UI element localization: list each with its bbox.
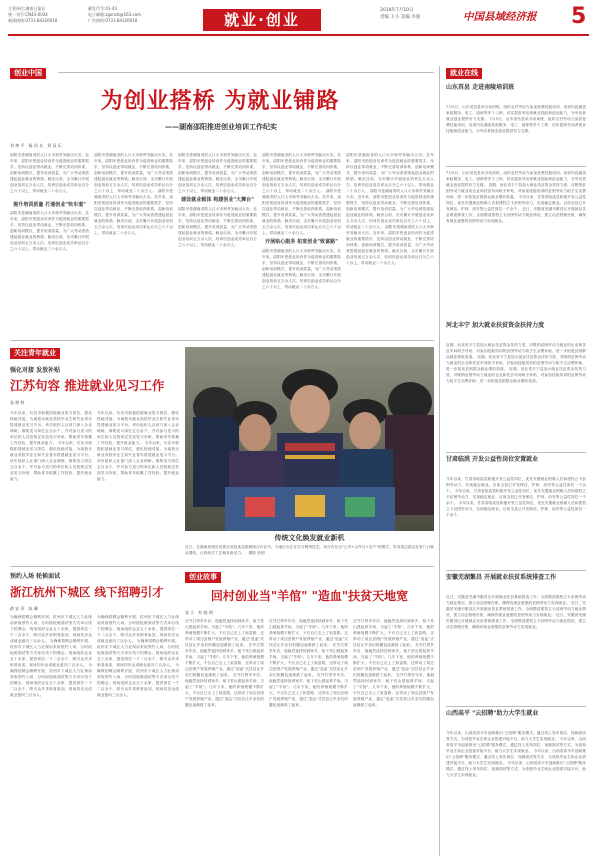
brief4-title: 安徽芜湖繁昌 开展就业扶贫系统排查工作 bbox=[446, 574, 557, 581]
jiangsu-body-col2: 今年以来，句容市积极拓展就业见习岗位，强化校地对接，为离校未就业高校毕业生和失业青年搭建就业见习平台。该市组织人社部门深入企业调研，募集见习岗位五百余个，并对参与见习的单位和人员按规定发放见习补贴，帮助青年积累工作经验，提升就业能力。 今年以来，句容市积极拓展就业见习岗位，强化校地对接，为离校未就业高校毕业生和失业青年搭建就业见习平台。该市组织人社部门深入企业调研，募集见习岗位五百余个，并对参与见习的单位和人员按规定发放见习补贴，帮助青年积累工作经验，提升就业能力。 bbox=[97, 411, 179, 481]
masthead-line1: 主管单位:湖南日报社 bbox=[8, 6, 46, 11]
photo-embroidery-women bbox=[185, 347, 434, 531]
photo-description: 近日，在湖南省城步苗族自治县某苗族刺绣合作社内，当地妇女正在学习刺绣技艺。该合作社以"公司+合作社+农户"的模式，带动周边群众在家门口就业增收，让传统手工艺焕发新活力。 摄影 张明 bbox=[185, 545, 434, 555]
brief-rule-2 bbox=[446, 452, 586, 453]
main-subheading-3: 开展贴心服务 拓宽创业"致富路" bbox=[265, 239, 338, 245]
issue-date: 2018年7月10日 bbox=[380, 8, 414, 13]
brand-logo: 中国县域经济报 bbox=[463, 11, 537, 23]
zhejiang-byline: 俞 安 萍 陈 琳 bbox=[10, 606, 38, 611]
yunnan-body-col2: 在外打拼多年后，他毅然选择回到家乡，租下荒山建起养羊场，当起了"羊倌"。几年下来，他的养殖规模不断扩大，不仅自己走上了致富路，还带动了周边贫困户发展养殖产业，通过"造血"式扶贫让乡亲们的腰包逐渐鼓了起来。 在外打拼多年后，他毅然选择回到家乡，租下荒山建起养羊场，当起了"羊倌"。几年下来，他的养殖规模不断扩大，不仅自己走上了致富路，还带动了周边贫困户发展养殖产业，通过"造血"式扶贫让乡亲们的腰包逐渐鼓了起来。 在外打拼多年后，他毅然选择回到家乡，租下荒山建起养羊场，当起了"羊倌"。几年下来，他的养殖规模不断扩大，不仅自己走上了致富路，还带动了周边贫困户发展养殖产业，通过"造血"式扶贫让乡亲们的腰包逐渐鼓了起来。 bbox=[269, 619, 348, 707]
jiangsu-byline: 朱 婷 婷 bbox=[10, 400, 25, 405]
section-title: 就业·创业 bbox=[203, 9, 321, 31]
jiangsu-title: 江苏句容 推进就业见习工作 bbox=[10, 378, 165, 393]
main-body-col5: 邵阳市是湖南省的人口大市和劳务输出大市。近年来，邵阳市把创业培训作为促进就业的重要抓手，坚持以创业带动就业，不断完善培训体系，创新培训模式，提升培训质量，为广大劳动者搭建起创业就业的桥梁。截至目前，全市累计开展创业培训五万余人次，培训后创业成功率达百分之六十以上，带动就业二十余万人。 邵阳市是湖南省的人口大市和劳务输出大市。近年来，邵阳市把创业培训作为促进就业的重要抓手，坚持以创业带动就业，不断完善培训体系，创新培训模式，提升培训质量，为广大劳动者搭建起创业就业的桥梁。截至目前，全市累计开展创业培训五万余人次，培训后创业成功率达百分之六十以上，带动就业二十余万人。 邵阳市是湖南省的人口大市和劳务输出大市。近年来，邵阳市把创业培训作为促进就业的重要抓手，坚持以创业带动就业，不断完善培训体系，创新培训模式，提升培训质量，为广大劳动者搭建起创业就业的桥梁。截至目前，全市累计开展创业培训五万余人次，培训后创业成功率达百分之六十以上，带动就业二十余万人。 bbox=[346, 153, 434, 265]
main-headline: 为创业搭桥 为就业铺路 bbox=[100, 88, 340, 114]
photo-caption: 传统文化焕发就业新机 bbox=[274, 534, 345, 542]
masthead-line2: 统一刊号:CN43-0034 bbox=[8, 12, 48, 17]
brief1b-body: 7月5日，山东省莒县举办培训班，组织农村劳动力参加免费技能培训，培训内容涵盖家政服务、电工、厨师等多个工种，切实提高劳动者就业技能和创业能力，为劳动者就业创业提供有力支撑。 近期，河北省丰宁县加大就业扶贫资金扶持力度，对吸纳贫困劳动力就业的企业和扶贫车间给予补贴，对参加技能培训的贫困劳动力给予生活费补助，进一步拓宽贫困群众就业增收渠道。 今年以来，甘肃省临洮县积极开发公益性岗位，优先安置就业困难人员和建档立卡贫困劳动力，实现稳定就业。目前全县已开发保洁、护林、治安等公益性岗位一千余个。 近日，安徽省芜湖市繁昌区开展就业扶贫系统排查工作，全面摸清建档立卡贫困劳动力就业情况，建立动态管理台账，确保有就业意愿的贫困劳动力实现就业。 bbox=[446, 171, 586, 223]
masthead-line4: 邮发代号:41-43 bbox=[88, 6, 117, 11]
zhejiang-title: 浙江杭州下城区 线下招聘引才 bbox=[10, 585, 164, 599]
masthead-line6: 广告热线:0731-84326018 bbox=[88, 18, 138, 23]
yunnan-byline: 张 立 杜 晓 明 bbox=[185, 610, 213, 615]
masthead bbox=[8, 6, 589, 32]
main-subheading-1: 提升培训质量 打通创业"快车道" bbox=[13, 202, 86, 208]
brief1-title: 山东莒县 走进南陵培训班 bbox=[446, 84, 515, 91]
main-byline: 刘 坤 平 杨 昌 友 刘 双 乐 bbox=[10, 143, 62, 148]
brief-rule-1 bbox=[446, 166, 586, 167]
section-tag-story: 创业故事 bbox=[185, 572, 221, 583]
zhejiang-kicker: 预约入场 轮候面试 bbox=[10, 573, 61, 580]
column-separator bbox=[439, 66, 440, 856]
main-body-col1: 邵阳市是湖南省的人口大市和劳务输出大市。近年来，邵阳市把创业培训作为促进就业的重要抓手，坚持以创业带动就业，不断完善培训体系，创新培训模式，提升培训质量，为广大劳动者搭建起创业就业的桥梁。截至目前，全市累计开展创业培训五万余人次，培训后创业成功率达百分之六十以上，带动就业二十余万人。 提升培训质量 打通创业"快车道" 邵阳市是湖南省的人口大市和劳务输出大市。近年来，邵阳市把创业培训作为促进就业的重要抓手，坚持以创业带动就业，不断完善培训体系，创新培训模式，提升培训质量，为广大劳动者搭建起创业就业的桥梁。截至目前，全市累计开展创业培训五万余人次，培训后创业成功率达百分之六十以上，带动就业二十余万人。 bbox=[10, 153, 89, 251]
feature-photo bbox=[185, 347, 434, 531]
brief2-body: 近期，河北省丰宁县加大就业扶贫资金扶持力度，对吸纳贫困劳动力就业的企业和扶贫车间给予补贴，对参加技能培训的贫困劳动力给予生活费补助，进一步拓宽贫困群众就业增收渠道。 近期，河北省丰宁县加大就业扶贫资金扶持力度，对吸纳贫困劳动力就业的企业和扶贫车间给予补贴，对参加技能培训的贫困劳动力给予生活费补助，进一步拓宽贫困群众就业增收渠道。 近期，河北省丰宁县加大就业扶贫资金扶持力度，对吸纳贫困劳动力就业的企业和扶贫车间给予补贴，对参加技能培训的贫困劳动力给予生活费补助，进一步拓宽贫困群众就业增收渠道。 bbox=[446, 343, 586, 383]
brief-rule-4 bbox=[446, 706, 586, 707]
main-subhead: ——湖南邵阳推进创业培训工作纪实 bbox=[165, 123, 277, 131]
main-body-col4: 邵阳市是湖南省的人口大市和劳务输出大市。近年来，邵阳市把创业培训作为促进就业的重要抓手，坚持以创业带动就业，不断完善培训体系，创新培训模式，提升培训质量，为广大劳动者搭建起创业就业的桥梁。截至目前，全市累计开展创业培训五万余人次，培训后创业成功率达百分之六十以上，带动就业二十余万人。 邵阳市是湖南省的人口大市和劳务输出大市。近年来，邵阳市把创业培训作为促进就业的重要抓手，坚持以创业带动就业，不断完善培训体系，创新培训模式，提升培训质量，为广大劳动者搭建起创业就业的桥梁。截至目前，全市累计开展创业培训五万余人次，培训后创业成功率达百分之六十以上，带动就业二十余万人。 开展贴心服务 拓宽创业"致富路" 邵阳市是湖南省的人口大市和劳务输出大市。近年来，邵阳市把创业培训作为促进就业的重要抓手，坚持以创业带动就业，不断完善培训体系，创新培训模式，提升培训质量，为广大劳动者搭建起创业就业的桥梁。截至目前，全市累计开展创业培训五万余人次，培训后创业成功率达百分之六十以上，带动就业二十余万人。 bbox=[262, 153, 341, 289]
brief5-body: 今年以来，山西省高平市创新推出"云招聘"服务模式，通过线上发布岗位、视频面试等方式，为高校毕业生和企业搭建对接平台，助力大学生实现就业。 今年以来，山西省高平市创新推出"云招聘"服务模式，通过线上发布岗位、视频面试等方式，为高校毕业生和企业搭建对接平台，助力大学生实现就业。 今年以来，山西省高平市创新推出"云招聘"服务模式，通过线上发布岗位、视频面试等方式，为高校毕业生和企业搭建对接平台，助力大学生实现就业。 今年以来，山西省高平市创新推出"云招聘"服务模式，通过线上发布岗位、视频面试等方式，为高校毕业生和企业搭建对接平台，助力大学生实现就业。 bbox=[446, 731, 586, 777]
mid-rule bbox=[10, 566, 434, 567]
masthead-divider bbox=[8, 34, 589, 36]
masthead-line3: 新闻热线:0731-84326018 bbox=[8, 18, 58, 23]
main-body-col2: 邵阳市是湖南省的人口大市和劳务输出大市。近年来，邵阳市把创业培训作为促进就业的重要抓手，坚持以创业带动就业，不断完善培训体系，创新培训模式，提升培训质量，为广大劳动者搭建起创业就业的桥梁。截至目前，全市累计开展创业培训五万余人次，培训后创业成功率达百分之六十以上，带动就业二十余万人。 邵阳市是湖南省的人口大市和劳务输出大市。近年来，邵阳市把创业培训作为促进就业的重要抓手，坚持以创业带动就业，不断完善培训体系，创新培训模式，提升培训质量，为广大劳动者搭建起创业就业的桥梁。截至目前，全市累计开展创业培训五万余人次，培训后创业成功率达百分之六十以上，带动就业二十余万人。 bbox=[94, 153, 173, 235]
brief3-body: 今年以来，甘肃省临洮县积极开发公益性岗位，优先安置就业困难人员和建档立卡贫困劳动力，实现稳定就业。目前全县已开发保洁、护林、治安等公益性岗位一千余个。 今年以来，甘肃省临洮县积极开发公益性岗位，优先安置就业困难人员和建档立卡贫困劳动力，实现稳定就业。目前全县已开发保洁、护林、治安等公益性岗位一千余个。 今年以来，甘肃省临洮县积极开发公益性岗位，优先安置就业困难人员和建档立卡贫困劳动力，实现稳定就业。目前全县已开发保洁、护林、治安等公益性岗位一千余个。 bbox=[446, 477, 586, 517]
masthead-line5: 电子邮箱:zgxncb@163.com bbox=[88, 12, 142, 17]
zhejiang-body-col1: 为确保招聘会顺利开展，杭州市下城区人力社保局采取预约入场、分时段轮候面试等方式举办线下招聘会，现场组织企业五十余家，提供岗位一千二百余个，吸引众多求职者参加，现场初步达成就业意向三百余人。 为确保招聘会顺利开展，杭州市下城区人力社保局采取预约入场、分时段轮候面试等方式举办线下招聘会，现场组织企业五十余家，提供岗位一千二百余个，吸引众多求职者参加，现场初步达成就业意向三百余人。 为确保招聘会顺利开展，杭州市下城区人力社保局采取预约入场、分时段轮候面试等方式举办线下招聘会，现场组织企业五十余家，提供岗位一千二百余个，吸引众多求职者参加，现场初步达成就业意向三百余人。 bbox=[10, 615, 92, 697]
section-tag-innovation: 创业中国 bbox=[10, 68, 46, 79]
brief1-body: 7月5日，山东省莒县举办培训班，组织农村劳动力参加免费技能培训，培训内容涵盖家政服务、电工、厨师等多个工种，切实提高劳动者就业技能和创业能力，为劳动者就业创业提供有力支撑。 7月5日，山东省莒县举办培训班，组织农村劳动力参加免费技能培训，培训内容涵盖家政服务、电工、厨师等多个工种，切实提高劳动者就业技能和创业能力，为劳动者就业创业提供有力支撑。 bbox=[446, 105, 586, 133]
jiangsu-body-col1: 今年以来，句容市积极拓展就业见习岗位，强化校地对接，为离校未就业高校毕业生和失业青年搭建就业见习平台。该市组织人社部门深入企业调研，募集见习岗位五百余个，并对参与见习的单位和人员按规定发放见习补贴，帮助青年积累工作经验，提升就业能力。 今年以来，句容市积极拓展就业见习岗位，强化校地对接，为离校未就业高校毕业生和失业青年搭建就业见习平台。该市组织人社部门深入企业调研，募集见习岗位五百余个，并对参与见习的单位和人员按规定发放见习补贴，帮助青年积累工作经验，提升就业能力。 bbox=[10, 411, 92, 481]
main-body-col3: 邵阳市是湖南省的人口大市和劳务输出大市。近年来，邵阳市把创业培训作为促进就业的重要抓手，坚持以创业带动就业，不断完善培训体系，创新培训模式，提升培训质量，为广大劳动者搭建起创业就业的桥梁。截至目前，全市累计开展创业培训五万余人次，培训后创业成功率达百分之六十以上，带动就业二十余万人。 建设就业载体 构建创业"大舞台" 邵阳市是湖南省的人口大市和劳务输出大市。近年来，邵阳市把创业培训作为促进就业的重要抓手，坚持以创业带动就业，不断完善培训体系，创新培训模式，提升培训质量，为广大劳动者搭建起创业就业的桥梁。截至目前，全市累计开展创业培训五万余人次，培训后创业成功率达百分之六十以上，带动就业二十余万人。 bbox=[178, 153, 257, 247]
tag-rule bbox=[58, 72, 434, 73]
brief-rule-3 bbox=[446, 570, 586, 571]
zhejiang-body-col2: 为确保招聘会顺利开展，杭州市下城区人力社保局采取预约入场、分时段轮候面试等方式举办线下招聘会，现场组织企业五十余家，提供岗位一千二百余个，吸引众多求职者参加，现场初步达成就业意向三百余人。 为确保招聘会顺利开展，杭州市下城区人力社保局采取预约入场、分时段轮候面试等方式举办线下招聘会，现场组织企业五十余家，提供岗位一千二百余个，吸引众多求职者参加，现场初步达成就业意向三百余人。 为确保招聘会顺利开展，杭州市下城区人力社保局采取预约入场、分时段轮候面试等方式举办线下招聘会，现场组织企业五十余家，提供岗位一千二百余个，吸引众多求职者参加，现场初步达成就业意向三百余人。 bbox=[97, 615, 179, 697]
brief5-title: 山西高平 "云招聘"助力大学生就业 bbox=[446, 710, 539, 717]
brief2-title: 河北丰宁 加大就业扶贫资金扶持力度 bbox=[446, 322, 545, 329]
issue-editor: 责编 王小 美编 李强 bbox=[380, 14, 421, 20]
page-number: 5 bbox=[571, 4, 587, 29]
brief3-title: 甘肃临洮 开发公益性岗位安置就业 bbox=[446, 456, 539, 463]
yunnan-body-col1: 在外打拼多年后，他毅然选择回到家乡，租下荒山建起养羊场，当起了"羊倌"。几年下来，他的养殖规模不断扩大，不仅自己走上了致富路，还带动了周边贫困户发展养殖产业，通过"造血"式扶贫让乡亲们的腰包逐渐鼓了起来。 在外打拼多年后，他毅然选择回到家乡，租下荒山建起养羊场，当起了"羊倌"。几年下来，他的养殖规模不断扩大，不仅自己走上了致富路，还带动了周边贫困户发展养殖产业，通过"造血"式扶贫让乡亲们的腰包逐渐鼓了起来。 在外打拼多年后，他毅然选择回到家乡，租下荒山建起养羊场，当起了"羊倌"。几年下来，他的养殖规模不断扩大，不仅自己走上了致富路，还带动了周边贫困户发展养殖产业，通过"造血"式扶贫让乡亲们的腰包逐渐鼓了起来。 bbox=[185, 619, 264, 707]
main-story-bottom-rule bbox=[10, 340, 434, 341]
main-subheading-2: 建设就业载体 构建创业"大舞台" bbox=[181, 197, 254, 203]
yunnan-body-col3: 在外打拼多年后，他毅然选择回到家乡，租下荒山建起养羊场，当起了"羊倌"。几年下来，他的养殖规模不断扩大，不仅自己走上了致富路，还带动了周边贫困户发展养殖产业，通过"造血"式扶贫让乡亲们的腰包逐渐鼓了起来。 在外打拼多年后，他毅然选择回到家乡，租下荒山建起养羊场，当起了"羊倌"。几年下来，他的养殖规模不断扩大，不仅自己走上了致富路，还带动了周边贫困户发展养殖产业，通过"造血"式扶贫让乡亲们的腰包逐渐鼓了起来。 在外打拼多年后，他毅然选择回到家乡，租下荒山建起养羊场，当起了"羊倌"。几年下来，他的养殖规模不断扩大，不仅自己走上了致富路，还带动了周边贫困户发展养殖产业，通过"造血"式扶贫让乡亲们的腰包逐渐鼓了起来。 bbox=[353, 619, 434, 707]
yunnan-title: 回村创业当"羊倌" "造血"扶贫天地宽 bbox=[210, 589, 409, 603]
section-tag-youth: 关注青年就业 bbox=[10, 348, 60, 359]
brief4-body: 近日，安徽省芜湖市繁昌区开展就业扶贫系统排查工作，全面摸清建档立卡贫困劳动力就业情况，建立动态管理台账，确保有就业意愿的贫困劳动力实现就业。 近日，安徽省芜湖市繁昌区开展就业扶贫系统排查工作，全面摸清建档立卡贫困劳动力就业情况，建立动态管理台账，确保有就业意愿的贫困劳动力实现就业。 近日，安徽省芜湖市繁昌区开展就业扶贫系统排查工作，全面摸清建档立卡贫困劳动力就业情况，建立动态管理台账，确保有就业意愿的贫困劳动力实现就业。 bbox=[446, 595, 586, 629]
section-tag-online: 就业在线 bbox=[446, 68, 482, 79]
jiangsu-kicker: 强化对接 发放补贴 bbox=[10, 367, 61, 374]
